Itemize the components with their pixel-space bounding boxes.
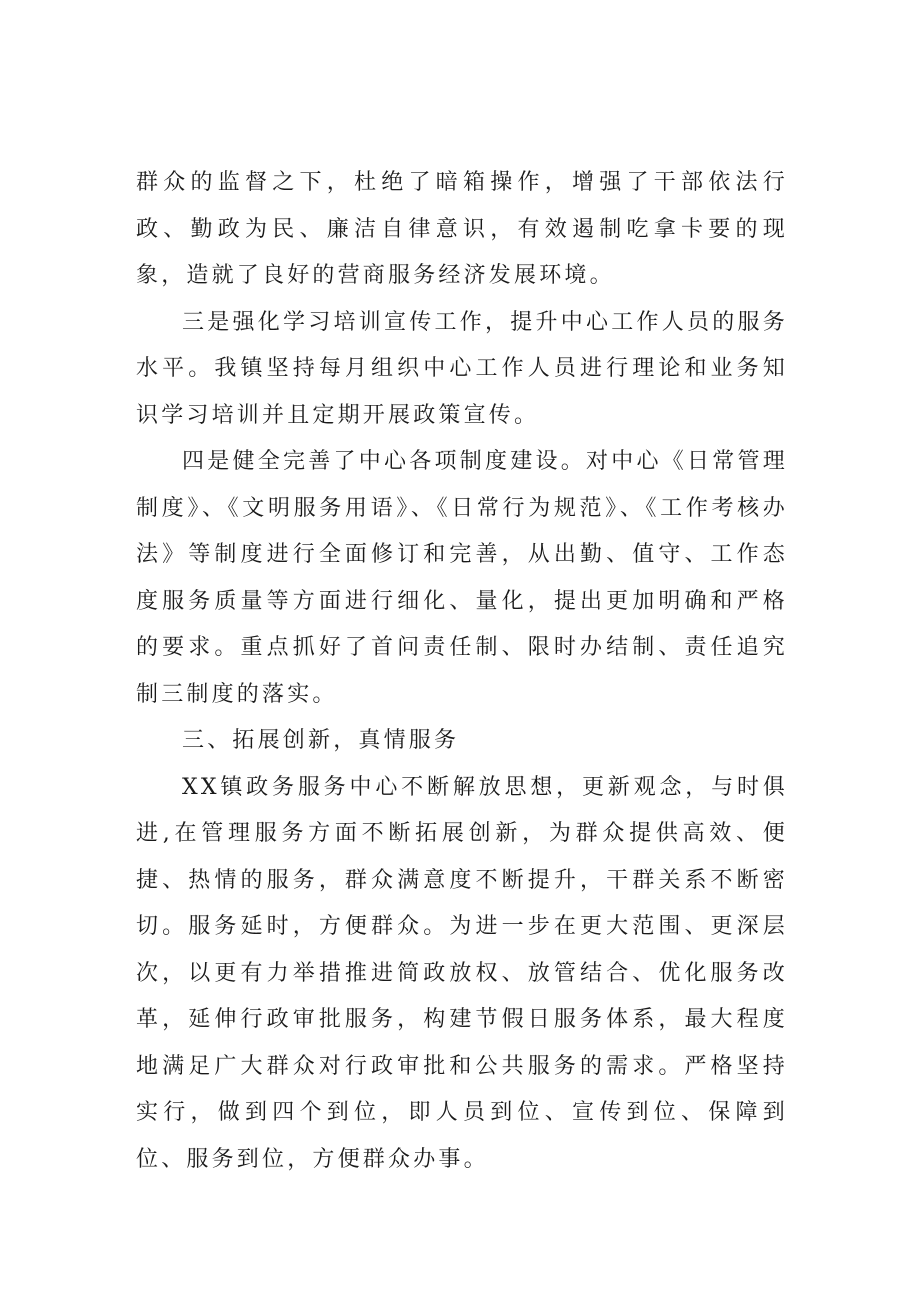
- paragraph-training: 三是强化学习培训宣传工作，提升中心工作人员的服务水平。我镇坚持每月组织中心工作人员进行理论和业务知识学习培训并且定期开展政策宣传。: [136, 309, 788, 428]
- paragraph-system-building: 四是健全完善了中心各项制度建设。对中心《日常管理制度》、《文明服务用语》、《日常行为规范》、《工作考核办法》等制度进行全面修订和完善，从出勤、值守、工作态度服务质量等方面进行细化、量化，提出更加明确和严格的要求。重点抓好了首问责任制、限时办结制、责任追究制三制度的落实。: [136, 449, 788, 707]
- section-heading: 三、拓展创新，真情服务: [182, 728, 460, 753]
- paragraph-continuation: 群众的监督之下，杜绝了暗箱操作，增强了干部依法行政、勤政为民、廉洁自律意识，有效遏制吃拿卡要的现象，造就了良好的营商服务经济发展环境。: [136, 170, 788, 288]
- document-body: [136, 160, 788, 1183]
- paragraph-innovation: XX镇政务服务中心不断解放思想，更新观念，与时俱进,在管理服务方面不断拓展创新，为群众提供高效、便捷、热情的服务，群众满意度不断提升，干群关系不断密切。服务延时，方便群众。为进一步在更大范围、更深层次，以更有力举措推进简政放权、放管结合、优化服务改革，延伸行政审批服务，构建节假日服务体系，最大程度地满足广大群众对行政审批和公共服务的需求。严格坚持实行，做到四个到位，即人员到位、宣传到位、保障到位、服务到位，方便群众办事。: [136, 774, 788, 1172]
